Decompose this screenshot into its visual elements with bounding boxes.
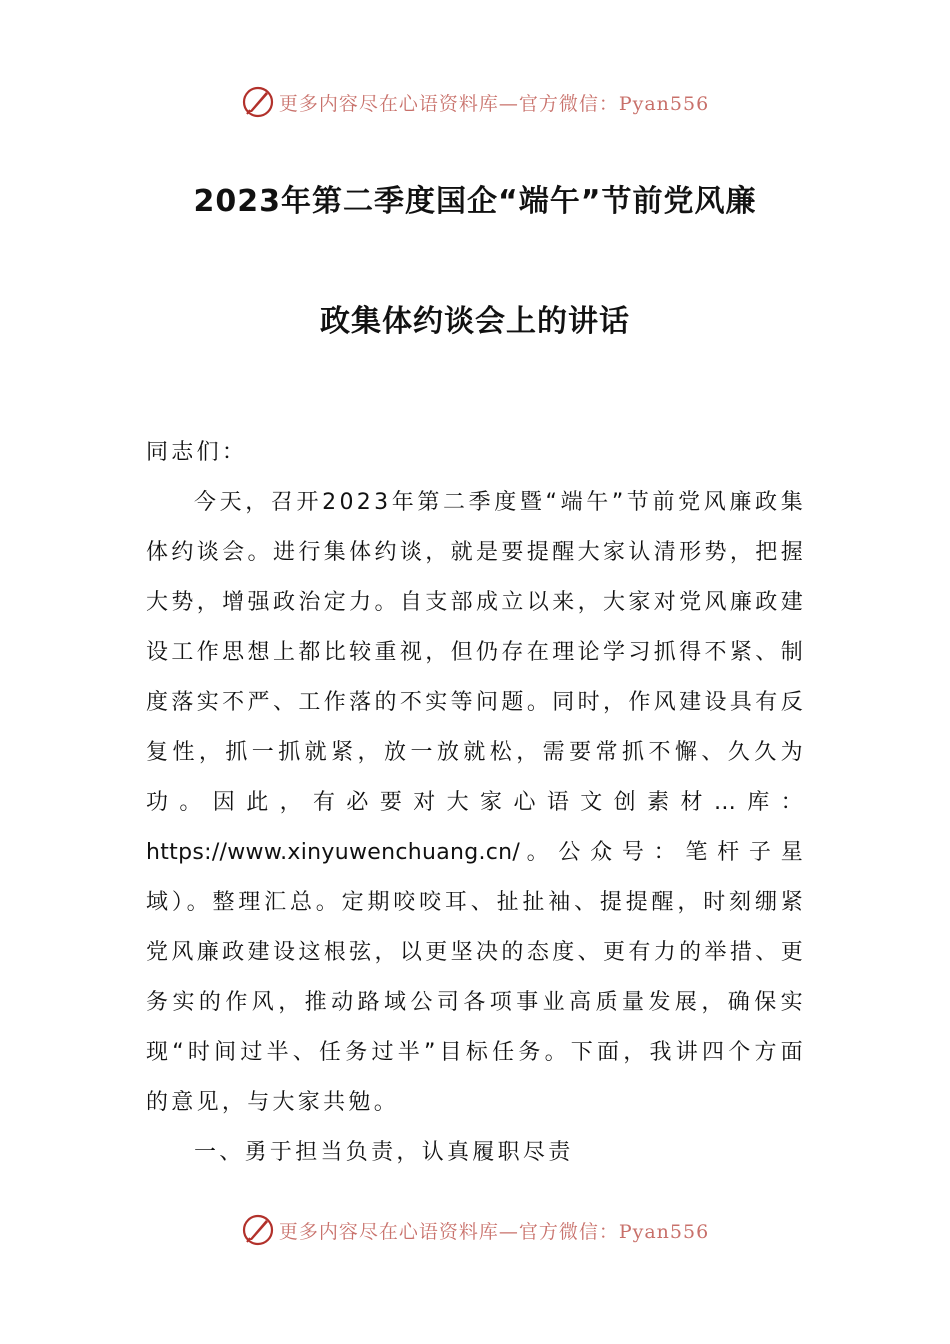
document-title-line-2: 政集体约谈会上的讲话 (320, 304, 630, 339)
watermark-text: 更多内容尽在心语资料库—官方微信：Pyan556 (278, 1220, 710, 1243)
website-url: https://www.xinyuwenchuang.cn/ (146, 840, 521, 865)
quill-logo-icon (241, 1213, 275, 1247)
document-body (146, 428, 806, 1178)
watermark-banner-bottom (0, 1208, 950, 1252)
watermark-banner-top (0, 80, 950, 124)
watermark-text: 更多内容尽在心语资料库—官方微信：Pyan556 (278, 92, 710, 115)
section-heading-1: 一、勇于担当负责，认真履职尽责 (194, 1140, 574, 1165)
document-title-line-1: 2023年第二季度国企“端午”节前党风廉 (193, 184, 757, 219)
paragraph-1: 今天，召开2023年第二季度暨“端午”节前党风廉政集体约谈会。进行集体约谈，就是要提醒大家认清形势，把握大势，增强政治定力。自支部成立以来，大家对党风廉政建设工作思想上都比较重视，但仍存在理论学习抓得不紧、制度落实不严、工作落的不实等问题。同时，作风建设具有反复性，抓一抓就紧，放一放就松，需要常抓不懈、久久为功。因此，有必要对大家心语文创素材…库：https://www.xinyuwenchuang.cn/。公众号：笔杆子星域）。整理汇总。定期咬咬耳、扯扯袖、提提醒，时刻绷紧党风廉政建设这根弦，以更坚决的态度、更有力的举措、更务实的作风，推动路域公司各项事业高质量发展，确保实现“时间过半、任务过半”目标任务。下面，我讲四个方面的意见，与大家共勉。 (146, 490, 806, 1115)
salutation: 同志们： (146, 440, 248, 465)
quill-logo-icon (241, 85, 275, 119)
